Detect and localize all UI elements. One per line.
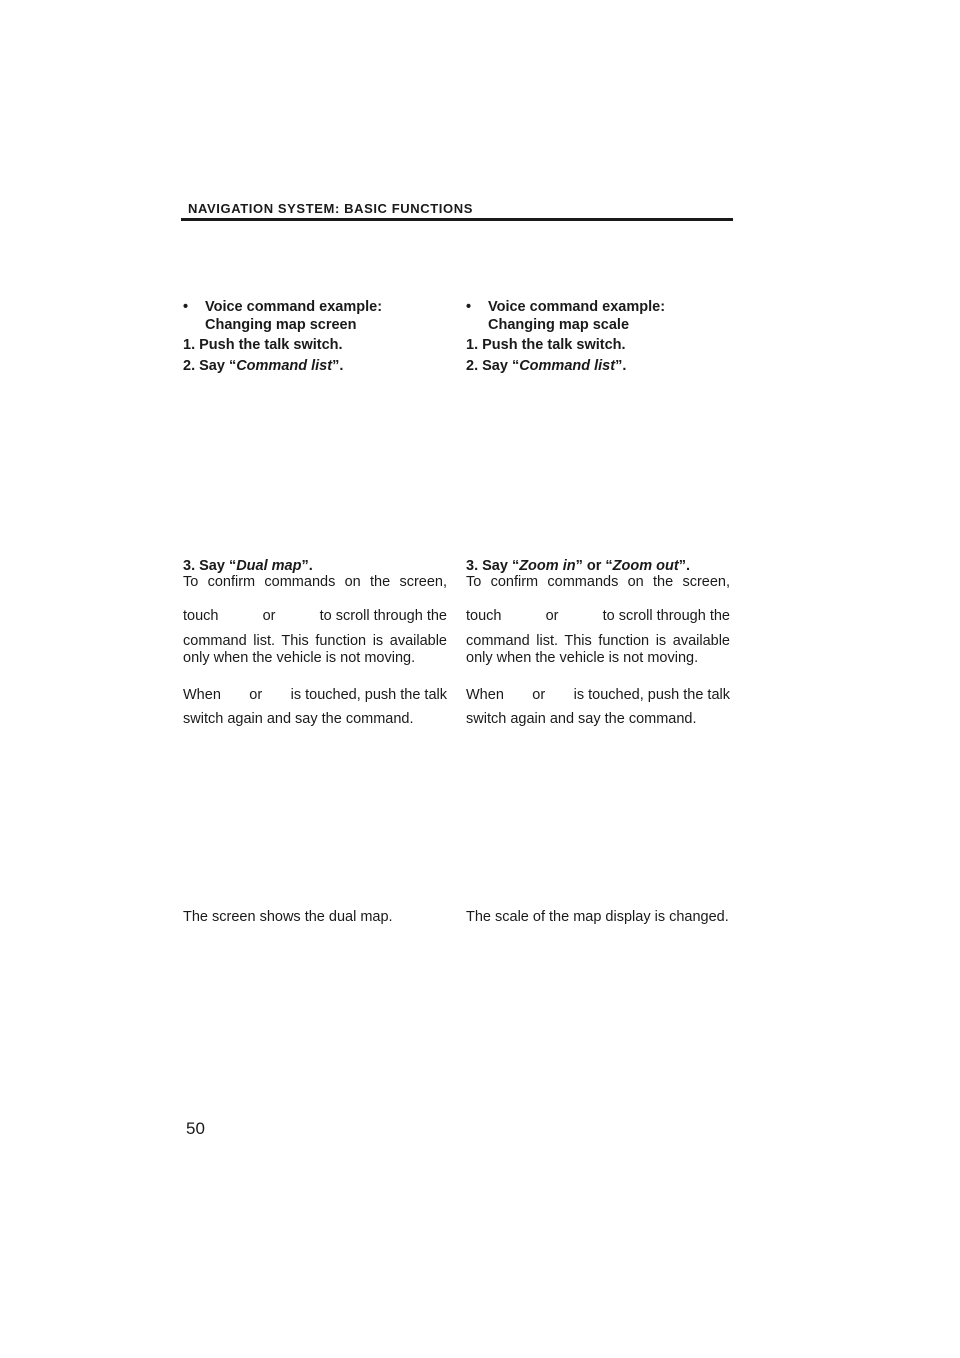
right-step-1: 1. Push the talk switch.	[466, 337, 626, 353]
right-paragraph-1-line-1: To confirm commands on the screen,	[466, 574, 730, 590]
right-paragraph-1-line-3: command list. This function is available	[466, 633, 730, 649]
right-paragraph-2-line-2: switch again and say the command.	[466, 711, 697, 727]
left-heading-text: Voice command example: Changing map screen	[205, 299, 383, 333]
right-step-3: 3. Say “Zoom in” or “Zoom out”.	[466, 558, 690, 574]
left-paragraph-2-line-2: switch again and say the command.	[183, 711, 414, 727]
header-rule	[181, 218, 733, 221]
right-step-2-command: Command list	[519, 358, 616, 374]
left-paragraph-1-line-4: only when the vehicle is not moving.	[183, 650, 416, 666]
left-screen-figure-1	[183, 385, 448, 545]
right-result: The scale of the map display is changed.	[466, 909, 729, 925]
right-step-2: 2. Say “Command list”.	[466, 358, 627, 374]
bullet-icon: •	[183, 299, 189, 315]
left-result: The screen shows the dual map.	[183, 909, 393, 925]
right-paragraph-2-line-1: When or is touched, push the talk	[466, 687, 730, 703]
left-paragraph-1-line-1: To confirm commands on the screen,	[183, 574, 447, 590]
right-heading	[466, 298, 731, 334]
right-paragraph-1-line-2: touch or to scroll through the	[466, 608, 730, 624]
left-paragraph-1-line-2: touch or to scroll through the	[183, 608, 447, 624]
left-step-2: 2. Say “Command list”.	[183, 358, 344, 374]
section-header: NAVIGATION SYSTEM: BASIC FUNCTIONS	[188, 201, 473, 216]
left-paragraph-2-line-1: When or is touched, push the talk	[183, 687, 447, 703]
right-step-3-command-1: Zoom in	[519, 558, 576, 574]
right-heading-text: Voice command example: Changing map scale	[488, 299, 666, 333]
left-paragraph-1-line-3: command list. This function is available	[183, 633, 447, 649]
left-screen-figure-2	[183, 740, 448, 895]
left-step-2-command: Command list	[236, 358, 333, 374]
bullet-icon: •	[466, 299, 472, 315]
left-step-3-command: Dual map	[236, 558, 302, 574]
right-screen-figure-2	[466, 740, 731, 895]
left-heading	[183, 298, 448, 334]
right-screen-figure-1	[466, 385, 731, 545]
left-step-3: 3. Say “Dual map”.	[183, 558, 313, 574]
left-step-1: 1. Push the talk switch.	[183, 337, 343, 353]
right-paragraph-1-line-4: only when the vehicle is not moving.	[466, 650, 699, 666]
right-step-3-command-2: Zoom out	[612, 558, 679, 574]
page-number: 50	[186, 1119, 205, 1138]
